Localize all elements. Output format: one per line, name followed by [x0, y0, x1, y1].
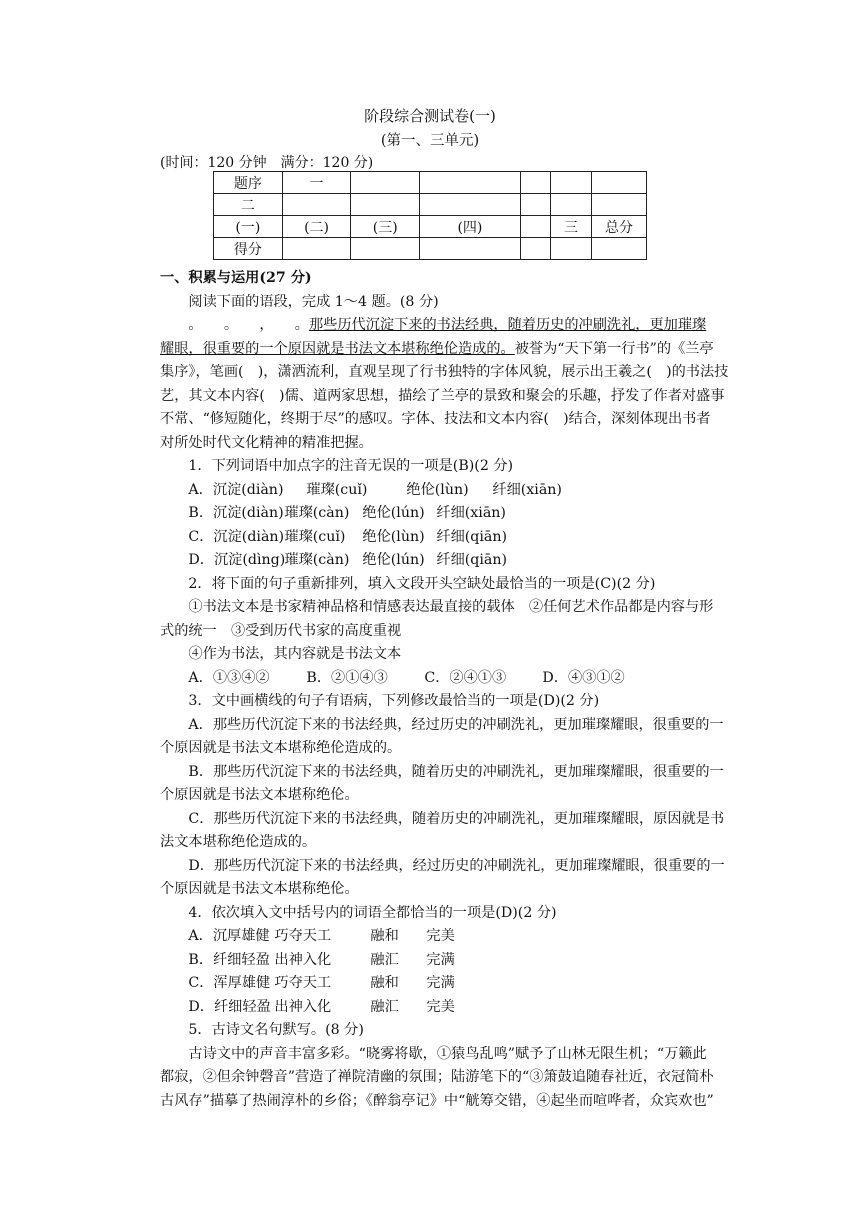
- option-item: 融汇: [370, 951, 399, 968]
- option-item: B．②①④③: [306, 669, 388, 686]
- passage-line: 对所处时代文化精神的精准把握。: [160, 434, 373, 451]
- question-stem: 1．下列词语中加点字的注音无误的一项是(B)(2 分): [188, 458, 514, 474]
- option-item: B．纤细轻盈: [188, 951, 270, 968]
- option-row: [160, 972, 730, 996]
- table-cell: (二): [282, 216, 351, 238]
- option-item: D．④③①②: [542, 669, 625, 686]
- option-line: 个原因就是书法文本堪称绝伦造成的。: [160, 740, 402, 756]
- exam-content: [160, 267, 730, 1113]
- table-cell: 题序: [214, 172, 283, 194]
- option-item: 出神入化: [274, 998, 332, 1015]
- score-table: [213, 171, 647, 260]
- passage-blanks: 。 。 ， 。: [188, 317, 309, 333]
- passage-line: 不常、“修短随化，终期于尽”的感叹。字体、技法和文本内容( )结合，深刻体现出书者: [160, 411, 711, 427]
- option-item: 完满: [426, 951, 455, 968]
- underlined-sentence: 耀眼，很重要的一个原因就是书法文本堪称绝伦造成的。: [160, 340, 515, 357]
- option-line: B．那些历代沉淀下来的书法经典，随着历史的冲刷洗礼，更加璀璨耀眼，很重要的一: [188, 763, 724, 780]
- table-row: [214, 238, 647, 260]
- option-item: 璀璨(cuǐ): [306, 481, 368, 498]
- page-subtitle: (第一、三单元): [380, 133, 480, 149]
- answer-line: 都寂，②但余钟磬音”营造了禅院清幽的氛围；陆游笔下的“③箫鼓追随春社近，衣冠简朴: [160, 1069, 714, 1085]
- option-item: 完美: [426, 928, 455, 944]
- option-row: [160, 667, 730, 691]
- table-row: [214, 172, 647, 194]
- table-cell: 得分: [214, 238, 283, 260]
- table-cell: 总分: [591, 216, 646, 238]
- option-row: [160, 479, 730, 503]
- option-item: B．沉淀(diàn): [188, 505, 284, 521]
- option-item: 绝伦(lún): [362, 505, 425, 521]
- table-cell: [351, 238, 420, 260]
- option-row: [160, 502, 730, 526]
- option-item: D．纤细轻盈: [188, 998, 271, 1015]
- passage-text: 被誉为“天下第一行书”的《兰亭: [514, 340, 714, 357]
- option-item: C．②④①③: [424, 669, 507, 686]
- passage-line: [160, 338, 730, 362]
- option-item: 完满: [426, 975, 455, 991]
- section-intro: 阅读下面的语段，完成 1～4 题。(8 分): [188, 293, 439, 310]
- table-cell: [591, 172, 646, 194]
- option-item: C．浑厚雄健: [188, 975, 271, 991]
- table-cell: [551, 172, 592, 194]
- table-cell: (三): [351, 216, 420, 238]
- table-cell: (一): [214, 216, 283, 238]
- table-cell: [420, 194, 521, 216]
- table-cell: [351, 194, 420, 216]
- question-stem: 5．古诗文名句默写。(8 分): [188, 1022, 364, 1038]
- option-item: 璀璨(càn): [284, 552, 350, 568]
- option-line: D．那些历代沉淀下来的书法经典，经过历史的冲刷洗礼，更加璀璨耀眼，很重要的一: [188, 857, 725, 874]
- table-cell: [420, 238, 521, 260]
- section-heading: 一、积累与运用(27 分): [160, 270, 312, 286]
- option-item: A．沉厚雄健: [188, 928, 270, 944]
- sentence-line: 式的统一 ③受到历代书家的高度重视: [160, 622, 402, 639]
- table-row: [214, 216, 647, 238]
- question-stem: 4．依次填入文中括号内的词语全都恰当的一项是(D)(2 分): [188, 904, 557, 921]
- passage-line: 集序》，笔画( )，潇洒流利，直观呈现了行书独特的字体风貌，展示出王羲之( )的书法技: [160, 364, 729, 380]
- option-item: A．沉淀(diàn): [188, 481, 284, 498]
- table-cell: [591, 194, 646, 216]
- option-item: 融和: [370, 975, 399, 991]
- option-row: [160, 526, 730, 550]
- option-item: 纤细(xiān): [492, 481, 562, 498]
- option-item: 璀璨(càn): [284, 505, 350, 521]
- underlined-sentence: 那些历代沉淀下来的书法经典，随着历史的冲刷洗礼，更加璀璨: [308, 317, 707, 333]
- passage-line: [160, 314, 730, 338]
- option-line: 个原因就是书法文本堪称绝伦。: [160, 787, 359, 803]
- table-cell: [520, 216, 550, 238]
- option-line: C．那些历代沉淀下来的书法经典，随着历史的冲刷洗礼，更加璀璨耀眼，原因就是书: [188, 810, 725, 827]
- option-line: 个原因就是书法文本堪称绝伦。: [160, 881, 359, 897]
- table-cell: [282, 238, 351, 260]
- option-item: 巧夺天工: [274, 928, 332, 944]
- option-row: [160, 996, 730, 1020]
- option-item: 巧夺天工: [274, 975, 332, 991]
- table-cell: (四): [420, 216, 521, 238]
- option-line: 法文本堪称绝伦造成的。: [160, 834, 317, 850]
- option-line: A．那些历代沉淀下来的书法经典，经过历史的冲刷洗礼，更加璀璨耀眼，很重要的一: [188, 716, 724, 733]
- option-item: 纤细(qiān): [436, 528, 508, 545]
- option-item: 融和: [370, 928, 399, 944]
- option-row: [160, 925, 730, 949]
- table-cell: 一: [282, 172, 351, 194]
- answer-line: 古诗文中的声音丰富多彩。“晓雾将歇，①猿鸟乱鸣”赋予了山林无限生机；“万籁此: [188, 1045, 707, 1062]
- sentence-line: ④作为书法，其内容就是书法文本: [188, 646, 402, 662]
- table-cell: [282, 194, 351, 216]
- option-item: D．沉淀(dìng): [188, 552, 286, 568]
- sentence-line: ①书法文本是书家精神品格和情感表达最直接的载体 ②任何艺术作品都是内容与形: [188, 599, 714, 615]
- table-cell: 二: [214, 194, 283, 216]
- question-stem: 3．文中画横线的句子有语病，下列修改最恰当的一项是(D)(2 分): [188, 693, 600, 709]
- table-cell: [551, 238, 592, 260]
- option-item: 璀璨(cuǐ): [284, 528, 346, 545]
- time-score-line: (时间：120 分钟 满分：120 分): [160, 155, 374, 171]
- table-cell: [520, 172, 550, 194]
- option-item: 融汇: [370, 998, 399, 1015]
- option-item: 纤细(xiān): [436, 505, 506, 521]
- option-item: C．沉淀(diàn): [188, 528, 285, 545]
- table-cell: [420, 172, 521, 194]
- option-item: 出神入化: [274, 951, 332, 968]
- option-item: A．①③④②: [188, 669, 270, 686]
- option-item: 绝伦(lún): [362, 552, 425, 568]
- answer-line: 古风存”描摹了热闹淳朴的乡俗；《醉翁亭记》中“觥筹交错，④起坐而喧哗者，众宾欢也”: [160, 1092, 714, 1109]
- table-cell: 三: [551, 216, 592, 238]
- option-item: 绝伦(lùn): [406, 481, 469, 498]
- page-title: 阶段综合测试卷(一): [364, 107, 496, 125]
- option-item: 纤细(qiān): [436, 552, 508, 568]
- option-item: 绝伦(lùn): [362, 528, 425, 545]
- table-cell: [520, 238, 550, 260]
- table-row: [214, 194, 647, 216]
- question-stem: 2．将下面的句子重新排列，填入文段开头空缺处最恰当的一项是(C)(2 分): [188, 575, 656, 592]
- table-cell: [351, 172, 420, 194]
- table-cell: [591, 238, 646, 260]
- table-cell: [551, 194, 592, 216]
- option-item: 完美: [426, 998, 455, 1015]
- option-row: [160, 949, 730, 973]
- option-row: [160, 549, 730, 573]
- table-cell: [520, 194, 550, 216]
- passage-line: 艺，其文本内容( )儒、道两家思想，描绘了兰亭的景致和聚会的乐趣，抒发了作者对盛事: [160, 387, 725, 404]
